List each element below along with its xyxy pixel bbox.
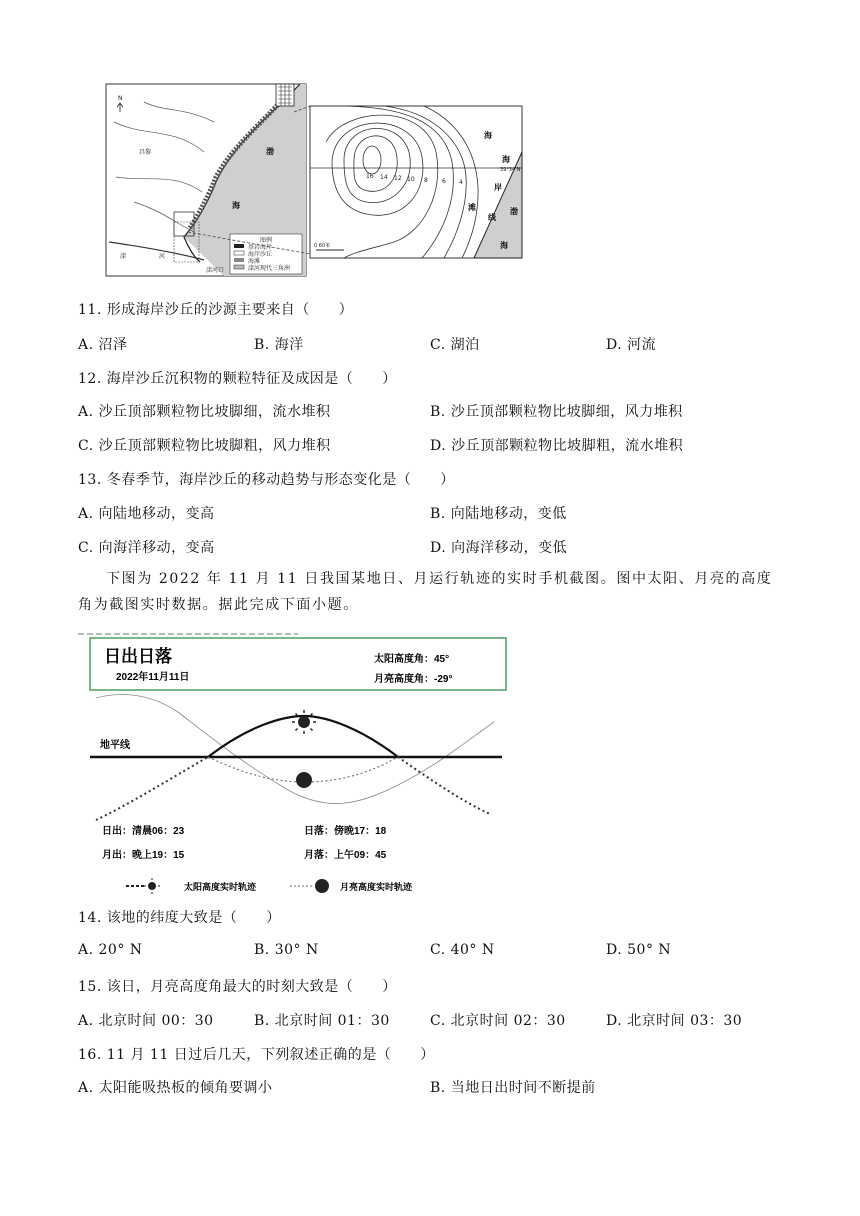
contour-label-5: 8 <box>424 177 428 184</box>
scale-label: 0 60米 <box>314 243 331 249</box>
inset-char-5: 线 <box>488 213 496 222</box>
inset-char-6: 渤 <box>510 207 518 216</box>
q13-option-a[interactable]: A. 向陆地移动，变高 <box>78 506 215 522</box>
inset-char-7: 海 <box>500 241 508 250</box>
figure-date: 2022年11月11日 <box>116 672 190 683</box>
question-15-stem: 15. 该日，月亮高度角最大的时刻大致是（ ） <box>78 979 397 995</box>
legend-swatch-bedrock <box>234 244 244 248</box>
intro-paragraph <box>78 566 783 618</box>
legend-moon-icon <box>315 879 329 893</box>
q15-option-d[interactable]: D. 北京时间 03：30 <box>606 1013 743 1029</box>
question-11-stem: 11. 形成海岸沙丘的沙源主要来自（ ） <box>78 302 354 318</box>
q11-option-c[interactable]: C. 湖泊 <box>430 337 480 353</box>
question-16-stem: 16. 11 月 11 日过后几天，下列叙述正确的是（ ） <box>78 1047 435 1063</box>
sun-trajectory-night-right <box>398 757 490 814</box>
legend-title: 图例 <box>260 237 273 244</box>
sun-moon-trajectory-figure <box>78 630 518 902</box>
river-label-2: 河 <box>159 253 166 260</box>
map-sea-char-2: 海 <box>232 201 240 210</box>
legend-item-1: 基岩海岸 <box>248 244 273 251</box>
river-mouth-label: 滦河口 <box>206 267 225 274</box>
sun-altitude: 太阳高度角：45° <box>374 654 450 665</box>
sun-icon <box>292 710 316 734</box>
q16-option-a[interactable]: A. 太阳能吸热板的倾角要调小 <box>78 1080 273 1096</box>
q15-option-b[interactable]: B. 北京时间 01：30 <box>254 1013 390 1029</box>
place-changli: 昌黎 <box>139 149 152 156</box>
legend-moon-label: 月亮高度实时轨迹 <box>340 882 413 892</box>
inset-char-3: 岸 <box>494 183 502 192</box>
legend-sun-icon <box>144 878 160 894</box>
figure-title: 日出日落 <box>104 647 172 666</box>
q12-option-c[interactable]: C. 沙丘顶部颗粒物比坡脚粗，风力堆积 <box>78 438 331 454</box>
q14-option-d[interactable]: D. 50° N <box>606 942 672 958</box>
q12-option-d[interactable]: D. 沙丘顶部颗粒物比坡脚粗，流水堆积 <box>430 438 684 454</box>
latitude-label: 39°34'N <box>500 167 521 173</box>
inset-char-4: 滩 <box>468 203 476 212</box>
q11-option-d[interactable]: D. 河流 <box>606 337 657 353</box>
inset-char-1: 海 <box>484 131 492 140</box>
q13-option-d[interactable]: D. 向海洋移动，变低 <box>430 540 568 556</box>
contour-label-1: 16 <box>366 173 374 180</box>
contour-label-7: 4 <box>459 179 463 186</box>
legend-swatch-delta <box>234 265 244 269</box>
moonset-time: 月落：上午09：45 <box>304 850 387 861</box>
moon-altitude: 月亮高度角：-29° <box>374 674 453 685</box>
q11-option-a[interactable]: A. 沼泽 <box>78 337 128 353</box>
legend-sun-label: 太阳高度实时轨迹 <box>184 882 257 892</box>
q11-option-b[interactable]: B. 海洋 <box>254 337 304 353</box>
question-12-stem: 12. 海岸沙丘沉积物的颗粒特征及成因是（ ） <box>78 371 397 387</box>
q15-option-c[interactable]: C. 北京时间 02：30 <box>430 1013 566 1029</box>
sun-trajectory-night-left <box>96 757 208 820</box>
contour-label-4: 10 <box>407 176 415 183</box>
intro-text: 下图为 2022 年 11 月 11 日我国某地日、月运行轨迹的实时手机截图。图中太阳、月亮的高度角为截图实时数据。据此完成下面小题。 <box>78 571 773 613</box>
contour-label-2: 14 <box>380 174 388 181</box>
moon-icon <box>296 772 312 788</box>
sunrise-time: 日出：清晨06：23 <box>102 826 185 837</box>
q12-option-a[interactable]: A. 沙丘顶部颗粒物比坡脚细，流水堆积 <box>78 404 331 420</box>
legend-item-3: 海滩 <box>248 258 261 265</box>
q13-option-b[interactable]: B. 向陆地移动，变低 <box>430 506 567 522</box>
q14-option-b[interactable]: B. 30° N <box>254 942 319 958</box>
river-label-1: 滦 <box>120 253 127 260</box>
q12-option-b[interactable]: B. 沙丘顶部颗粒物比坡脚细，风力堆积 <box>430 404 683 420</box>
legend-item-4: 滦河现代三角洲 <box>248 265 291 272</box>
contour-label-3: 12 <box>394 175 402 182</box>
horizon-label: 地平线 <box>100 740 130 751</box>
coastal-dune-map <box>104 82 524 278</box>
q13-option-c[interactable]: C. 向海洋移动，变高 <box>78 540 215 556</box>
north-label: N <box>118 95 123 102</box>
question-14-stem: 14. 该地的纬度大致是（ ） <box>78 910 281 926</box>
map-sea-char-1: 渤 <box>266 147 274 156</box>
contour-label-6: 6 <box>442 178 446 185</box>
legend-item-2: 海岸沙丘 <box>248 251 273 258</box>
q16-option-b[interactable]: B. 当地日出时间不断提前 <box>430 1080 596 1096</box>
moonrise-time: 月出：晚上19：15 <box>102 850 185 861</box>
legend-swatch-dune <box>234 251 244 255</box>
legend-swatch-beach <box>234 258 244 262</box>
q15-option-a[interactable]: A. 北京时间 00：30 <box>78 1013 214 1029</box>
sunset-time: 日落：傍晚17：18 <box>304 826 387 837</box>
question-13-stem: 13. 冬春季节，海岸沙丘的移动趋势与形态变化是（ ） <box>78 472 455 488</box>
inset-char-2: 海 <box>502 155 510 164</box>
q14-option-a[interactable]: A. 20° N <box>78 942 143 958</box>
q14-option-c[interactable]: C. 40° N <box>430 942 495 958</box>
